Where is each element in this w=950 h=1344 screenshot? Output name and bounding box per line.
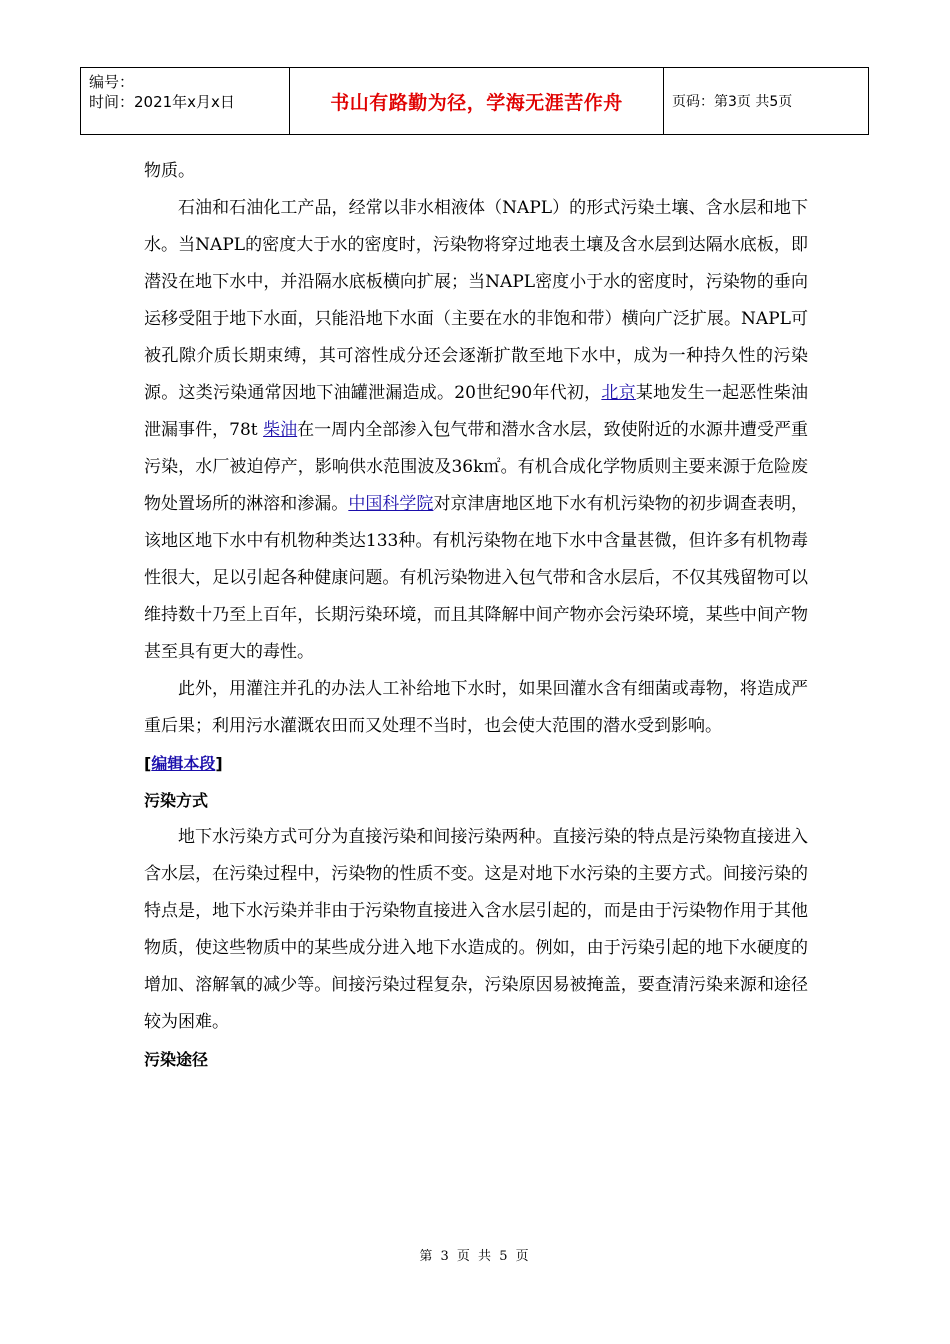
link-beijing[interactable]: 北京 — [601, 383, 636, 403]
paragraph-continuation: 物质。 — [144, 161, 195, 181]
paragraph-napl — [144, 190, 808, 671]
link-cas[interactable]: 中国科学院 — [348, 494, 434, 514]
time-label: 时间：2021年x月x日 — [89, 93, 235, 111]
document-body — [144, 153, 808, 1078]
paragraph-pollution-mode: 地下水污染方式可分为直接污染和间接污染两种。直接污染的特点是污染物直接进入含水层，在污染过程中，污染物的性质不变。这是对地下水污染的主要方式。间接污染的特点是，地下水污染并非由于污染物直接进入含水层引起的，而是由于污染物作用于其他物质，使这些物质中的某些成分进入地下水造成的。例如，由于污染引起的地下水硬度的增加、溶解氧的减少等。间接污染过程复杂，污染原因易被掩盖，要查清污染来源和途径较为困难。 — [144, 827, 808, 1032]
serial-label: 编号： — [89, 73, 135, 91]
header-meta — [81, 68, 290, 135]
paragraph-text: 对京津唐地区地下水有机污染物的初步调查表明，该地区地下水中有机物种类达133种。有机污染物在地下水中含量甚微，但许多有机物毒性很大，足以引起各种健康问题。有机污染物进入包气带和含水层后，不仅其残留物可以维持数十乃至上百年，长期污染环境，而且其降解中间产物亦会污染环境，某些中间产物甚至具有更大的毒性。 — [144, 494, 809, 662]
paragraph-recharge: 此外，用灌注并孔的办法人工补给地下水时，如果回灌水含有细菌或毒物，将造成严重后果；利用污水灌溉农田而又处理不当时，也会使大范围的潜水受到影响。 — [144, 679, 808, 736]
edit-section-link[interactable]: 编辑本段 — [151, 754, 216, 773]
header-table — [80, 67, 869, 135]
section-title-pollution-path: 污染途径 — [144, 1050, 209, 1069]
paragraph-text: 在一周内全部渗入包气带和潜水含水层，致使附近的水源井遭受严重污染，水厂被迫停产，影响供水范围波及36k㎡。有机合成化学物质则主要来源于危险废物处置场所的淋溶和渗漏。 — [144, 420, 809, 514]
link-diesel[interactable]: 柴油 — [263, 420, 298, 440]
header-page-label: 页码：第3页 共5页 — [664, 68, 869, 135]
page-footer: 第 3 页 共 5 页 — [419, 1249, 531, 1264]
header-motto: 书山有路勤为径，学海无涯苦作舟 — [290, 68, 664, 135]
section-title-pollution-mode: 污染方式 — [144, 791, 209, 810]
paragraph-text: 某地发生一起恶性柴油泄漏事件，78t — [144, 383, 809, 440]
edit-bracket-close: ] — [215, 754, 223, 773]
edit-section — [144, 745, 808, 782]
edit-bracket-open: [ — [144, 754, 152, 773]
paragraph-text: 石油和石油化工产品，经常以非水相液体（NAPL）的形式污染土壤、含水层和地下水。当NAPL的密度大于水的密度时，污染物将穿过地表土壤及含水层到达隔水底板，即潜没在地下水中，并沿隔水底板横向扩展；当NAPL密度小于水的密度时，污染物的垂向运移受阻于地下水面，只能沿地下水面（主要在水的非饱和带）横向广泛扩展。NAPL可被孔隙介质长期束缚，其可溶性成分还会逐渐扩散至地下水中，成为一种持久性的污染源。这类污染通常因地下油罐泄漏造成。20世纪90年代初， — [144, 198, 808, 403]
